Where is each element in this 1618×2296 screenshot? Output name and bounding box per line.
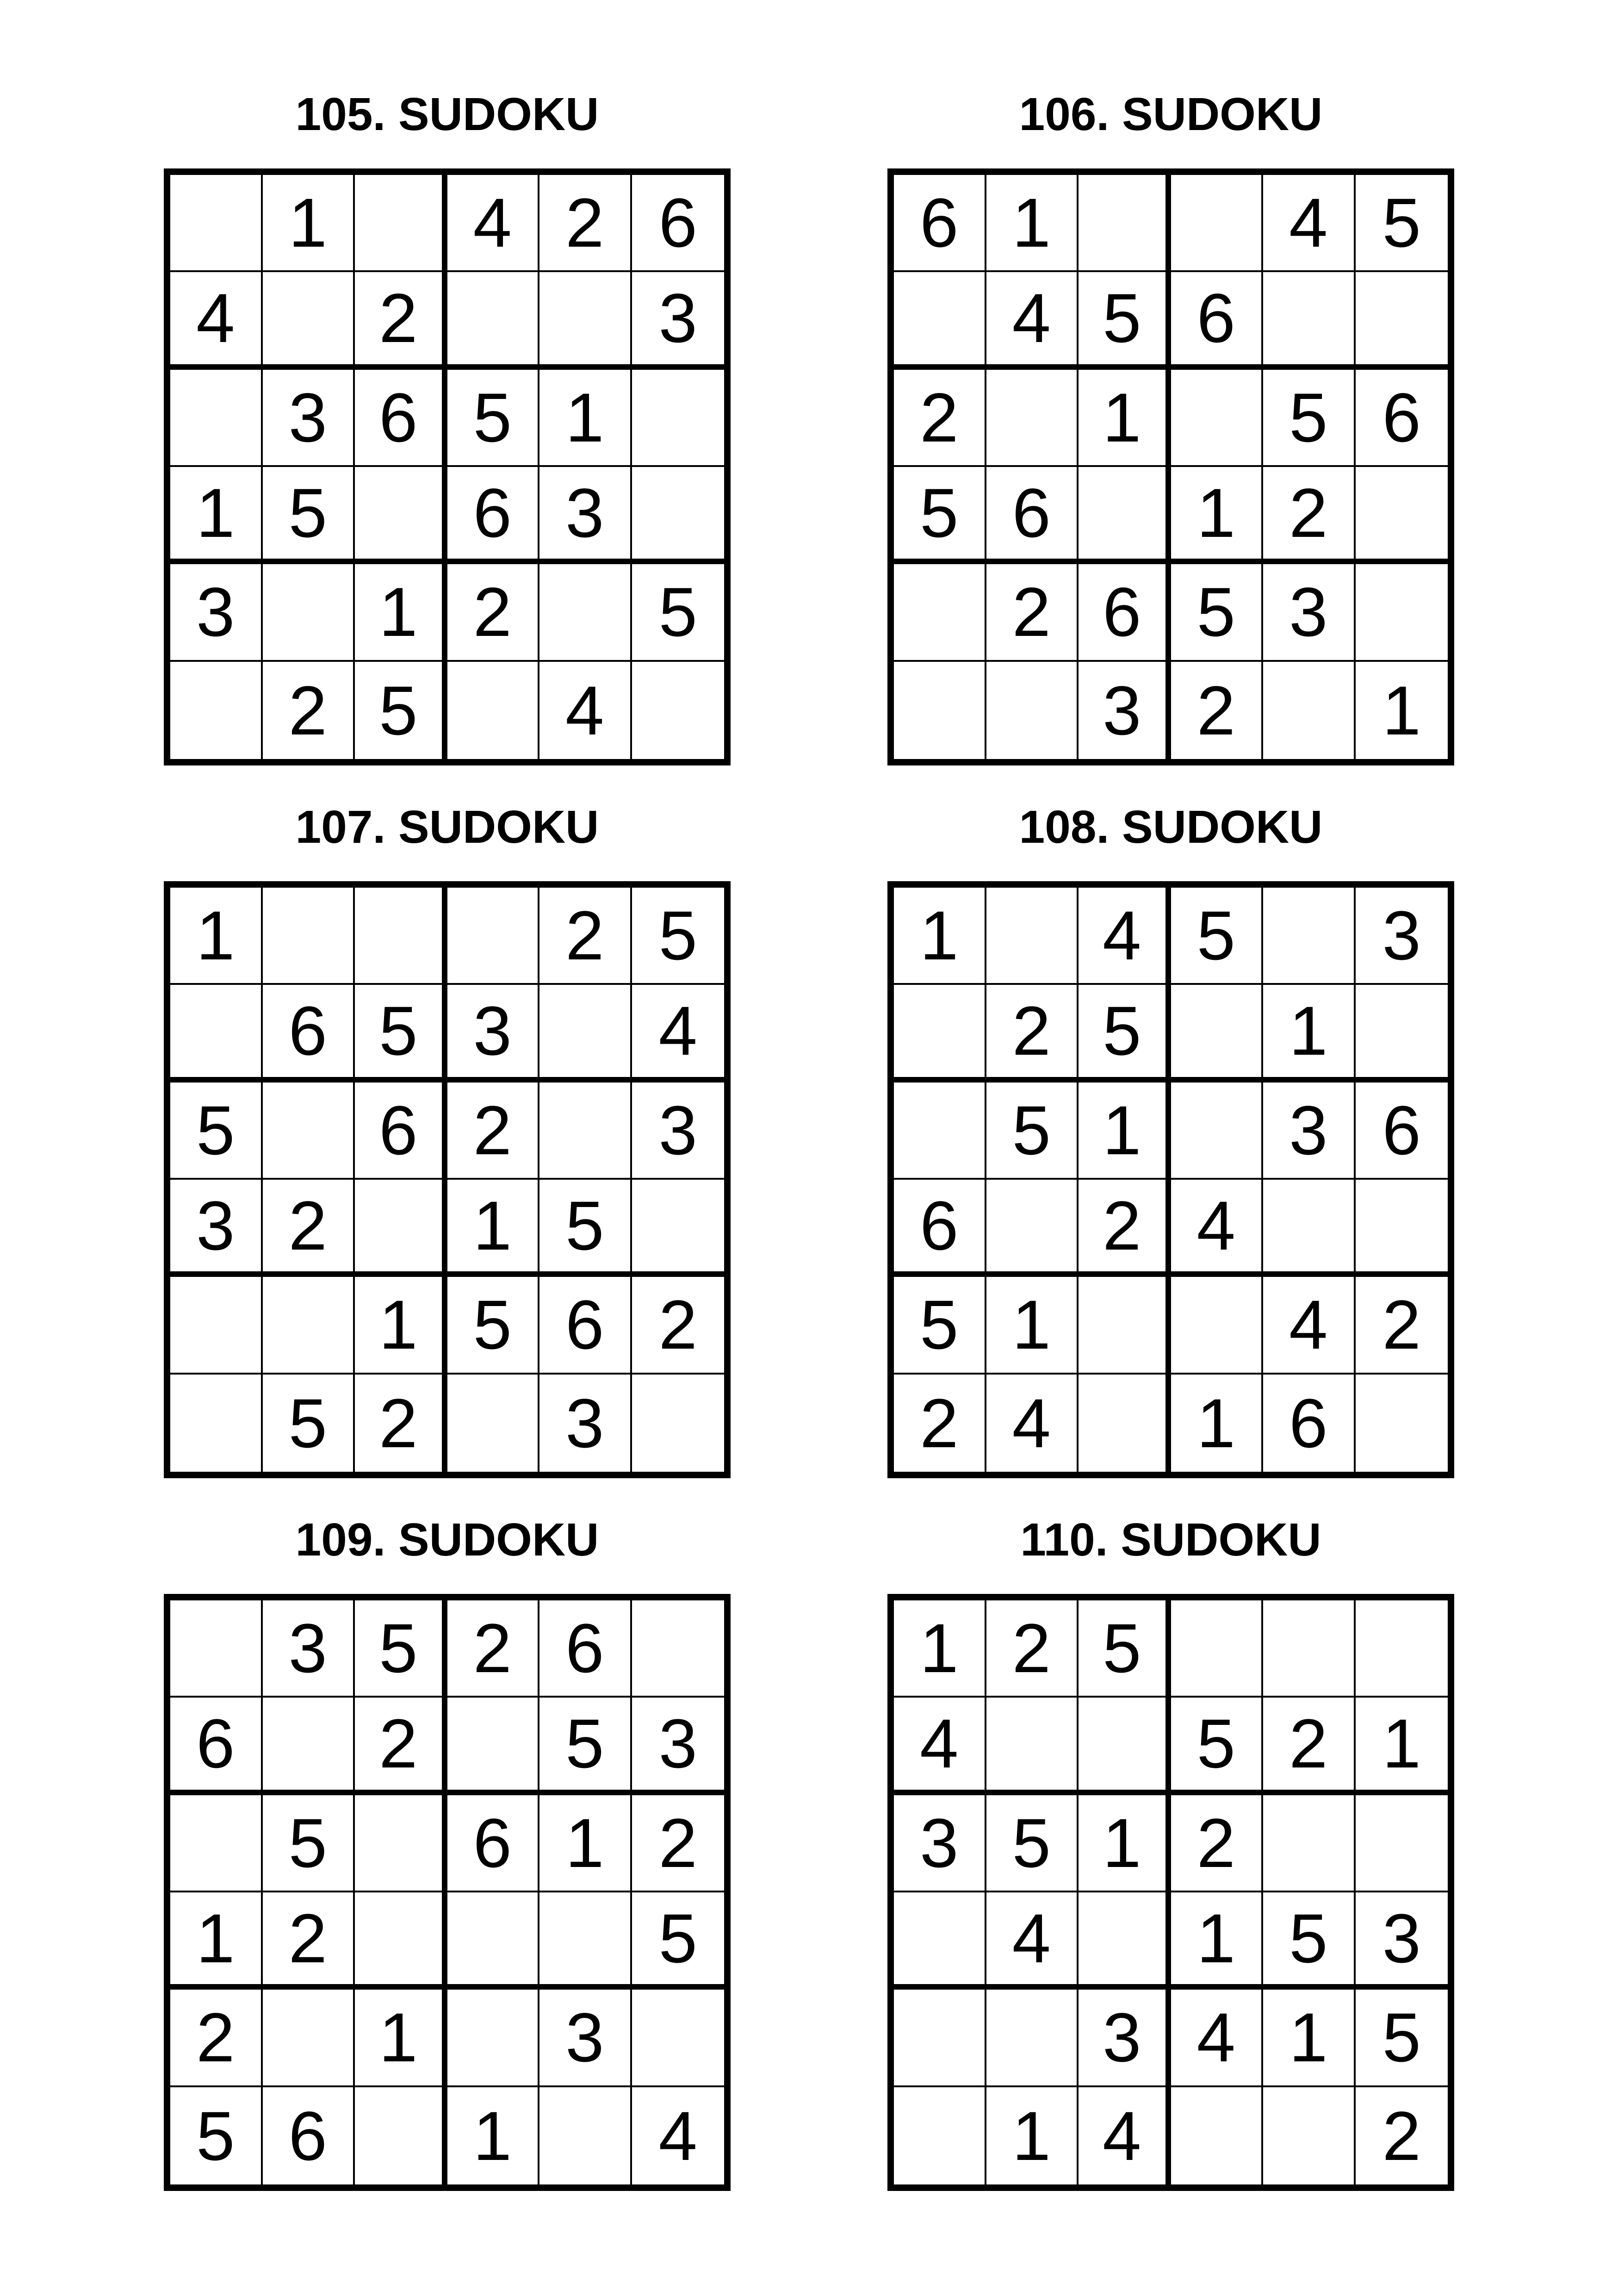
sudoku-cell: 5 [1356,175,1448,272]
sudoku-cell[interactable] [170,985,263,1082]
sudoku-cell[interactable] [170,1795,263,1892]
sudoku-cell: 2 [263,662,355,759]
sudoku-cell[interactable] [447,1698,540,1795]
sudoku-cell: 5 [170,1083,263,1180]
sudoku-cell[interactable] [632,1990,725,2087]
sudoku-cell: 2 [632,1277,725,1374]
sudoku-cell: 6 [447,467,540,564]
sudoku-cell: 4 [170,272,263,369]
sudoku-cell: 6 [539,1277,632,1374]
sudoku-cell: 1 [1079,1795,1171,1892]
puzzle-title: 110. SUDOKU [1020,1514,1321,1566]
sudoku-cell[interactable] [539,1892,632,1990]
sudoku-cell[interactable] [170,370,263,467]
sudoku-cell: 6 [1079,564,1171,661]
sudoku-cell: 2 [355,272,447,369]
sudoku-cell[interactable] [632,662,725,759]
sudoku-cell[interactable] [1079,1698,1171,1795]
sudoku-cell[interactable] [632,1375,725,1472]
sudoku-cell[interactable] [355,1180,447,1277]
sudoku-cell[interactable] [894,985,986,1082]
sudoku-cell[interactable] [894,272,986,369]
puzzle-title: 106. SUDOKU [1019,88,1323,140]
sudoku-cell: 4 [1079,888,1171,985]
sudoku-cell[interactable] [170,175,263,272]
sudoku-cell: 3 [1079,662,1171,759]
sudoku-cell: 2 [263,1892,355,1990]
sudoku-cell: 5 [632,888,725,985]
sudoku-cell[interactable] [447,662,540,759]
sudoku-cell[interactable] [447,1375,540,1472]
sudoku-cell[interactable] [1263,272,1356,369]
sudoku-cell: 1 [1079,1083,1171,1180]
sudoku-cell: 4 [986,1375,1079,1472]
sudoku-cell: 2 [355,1375,447,1472]
sudoku-cell: 1 [894,1600,986,1698]
sudoku-cell: 5 [263,467,355,564]
sudoku-cell: 3 [1263,1083,1356,1180]
sudoku-cell[interactable] [894,1892,986,1990]
sudoku-cell: 3 [539,1375,632,1472]
sudoku-cell: 2 [894,1375,986,1472]
sudoku-cell[interactable] [1079,175,1171,272]
sudoku-cell: 3 [632,1698,725,1795]
sudoku-cell: 1 [986,1277,1079,1374]
sudoku-cell: 3 [632,1083,725,1180]
sudoku-cell: 6 [894,175,986,272]
sudoku-cell: 5 [986,1795,1079,1892]
puzzle-title: 109. SUDOKU [295,1514,599,1566]
sudoku-cell: 5 [447,1277,540,1374]
sudoku-cell: 1 [170,467,263,564]
sudoku-cell: 6 [1356,370,1448,467]
puzzle-title: 108. SUDOKU [1019,801,1323,853]
sudoku-cell[interactable] [355,1795,447,1892]
sudoku-cell: 2 [1171,662,1264,759]
sudoku-cell[interactable] [1263,2087,1356,2184]
sudoku-cell: 4 [1171,1990,1264,2087]
sudoku-cell[interactable] [355,888,447,985]
sudoku-cell: 5 [447,370,540,467]
sudoku-cell[interactable] [1171,1600,1264,1698]
sudoku-cell: 3 [170,564,263,661]
sudoku-cell: 5 [355,1600,447,1698]
sudoku-cell: 1 [447,2087,540,2184]
sudoku-grid [887,168,1454,765]
sudoku-cell[interactable] [1263,888,1356,985]
sudoku-cell: 2 [986,1600,1079,1698]
sudoku-cell: 3 [1356,1892,1448,1990]
sudoku-cell[interactable] [1263,662,1356,759]
sudoku-cell: 6 [539,1600,632,1698]
sudoku-cell: 6 [355,370,447,467]
sudoku-cell: 1 [986,175,1079,272]
sudoku-cell[interactable] [263,1698,355,1795]
sudoku-cell: 6 [986,467,1079,564]
sudoku-cell[interactable] [539,985,632,1082]
sudoku-cell: 1 [1079,370,1171,467]
sudoku-cell: 5 [1079,1600,1171,1698]
sudoku-cell[interactable] [1079,467,1171,564]
sudoku-cell[interactable] [632,370,725,467]
sudoku-grid [164,168,731,765]
sudoku-cell[interactable] [1171,370,1264,467]
sudoku-cell[interactable] [1356,1795,1448,1892]
sudoku-cell[interactable] [1079,1375,1171,1472]
sudoku-cell: 2 [1263,1698,1356,1795]
sudoku-cell: 2 [1171,1795,1264,1892]
sudoku-cell: 5 [1171,888,1264,985]
sudoku-cell[interactable] [894,1083,986,1180]
sudoku-cell: 2 [986,985,1079,1082]
sudoku-cell[interactable] [1171,1083,1264,1180]
sudoku-cell[interactable] [986,888,1079,985]
sudoku-cell[interactable] [263,1083,355,1180]
sudoku-cell: 5 [1263,1892,1356,1990]
sudoku-cell: 5 [1079,272,1171,369]
sudoku-cell: 2 [263,1180,355,1277]
sudoku-cell[interactable] [986,1180,1079,1277]
sudoku-cell[interactable] [539,272,632,369]
sudoku-cell: 6 [1171,272,1264,369]
sudoku-cell[interactable] [539,1083,632,1180]
sudoku-cell[interactable] [632,467,725,564]
sudoku-cell[interactable] [263,888,355,985]
sudoku-cell: 5 [355,662,447,759]
sudoku-cell[interactable] [1356,985,1448,1082]
sudoku-cell: 5 [1079,985,1171,1082]
sudoku-cell: 1 [986,2087,1079,2184]
sudoku-cell: 5 [632,1892,725,1990]
sudoku-cell: 3 [539,1990,632,2087]
sudoku-cell[interactable] [263,1277,355,1374]
sudoku-cell: 1 [355,1277,447,1374]
sudoku-cell[interactable] [1356,1600,1448,1698]
sudoku-cell: 2 [894,370,986,467]
sudoku-cell: 3 [1356,888,1448,985]
sudoku-cell[interactable] [1263,1180,1356,1277]
sudoku-cell: 4 [539,662,632,759]
sudoku-cell: 6 [447,1795,540,1892]
sudoku-cell[interactable] [986,1698,1079,1795]
sudoku-cell: 5 [1356,1990,1448,2087]
sudoku-cell: 5 [894,1277,986,1374]
sudoku-cell: 5 [1171,564,1264,661]
sudoku-cell: 3 [1263,564,1356,661]
sudoku-cell: 5 [986,1083,1079,1180]
sudoku-cell[interactable] [894,662,986,759]
sudoku-cell[interactable] [539,564,632,661]
sudoku-cell: 2 [986,564,1079,661]
sudoku-cell: 4 [1263,1277,1356,1374]
sudoku-cell[interactable] [632,1180,725,1277]
sudoku-cell: 4 [658,2097,697,2175]
sudoku-cell[interactable] [170,662,263,759]
sudoku-cell[interactable] [1263,1795,1356,1892]
sudoku-cell[interactable] [1079,1277,1171,1374]
sudoku-cell[interactable] [894,564,986,661]
sudoku-cell: 1 [1171,1892,1264,1990]
sudoku-cell[interactable] [632,1600,725,1698]
sudoku-cell[interactable] [447,1990,540,2087]
sudoku-cell: 5 [170,2087,263,2184]
sudoku-cell: 2 [1382,2097,1421,2175]
sudoku-cell[interactable] [1079,1892,1171,1990]
sudoku-cell[interactable] [355,1892,447,1990]
sudoku-cell: 4 [894,1698,986,1795]
sudoku-cell: 5 [632,564,725,661]
sudoku-cell: 1 [355,1990,447,2087]
sudoku-cell[interactable] [1356,564,1448,661]
sudoku-cell: 3 [263,370,355,467]
sudoku-cell: 2 [1356,1277,1448,1374]
sudoku-cell[interactable] [263,564,355,661]
sudoku-cell: 2 [1263,467,1356,564]
sudoku-cell: 6 [355,1083,447,1180]
sudoku-cell[interactable] [1356,1180,1448,1277]
sudoku-cell[interactable] [1171,175,1264,272]
sudoku-cell: 1 [894,888,986,985]
sudoku-cell: 6 [632,175,725,272]
sudoku-cell: 5 [355,985,447,1082]
sudoku-cell[interactable] [170,1277,263,1374]
sudoku-cell: 2 [539,175,632,272]
sudoku-cell: 1 [170,888,263,985]
sudoku-cell: 2 [170,1990,263,2087]
sudoku-cell[interactable] [894,1990,986,2087]
sudoku-cell: 1 [539,1795,632,1892]
sudoku-cell: 1 [539,370,632,467]
sudoku-cell: 1 [1171,1375,1264,1472]
sudoku-cell[interactable] [1263,1600,1356,1698]
sudoku-cell[interactable] [355,467,447,564]
sudoku-cell[interactable] [447,1892,540,1990]
sudoku-cell: 3 [263,1600,355,1698]
sudoku-cell[interactable] [355,175,447,272]
sudoku-cell[interactable] [1171,985,1264,1082]
sudoku-cell: 5 [539,1180,632,1277]
sudoku-cell[interactable] [986,1990,1079,2087]
sudoku-cell: 3 [632,272,725,369]
sudoku-cell: 4 [632,985,725,1082]
sudoku-cell: 3 [894,1795,986,1892]
sudoku-cell: 6 [263,2087,355,2184]
sudoku-grid [887,881,1454,1478]
sudoku-cell: 1 [1171,467,1264,564]
sudoku-cell: 1 [355,564,447,661]
sudoku-cell: 1 [1356,1698,1448,1795]
sudoku-cell[interactable] [170,1375,263,1472]
sudoku-cell: 2 [447,564,540,661]
sudoku-cell: 2 [539,888,632,985]
sudoku-cell: 2 [355,1698,447,1795]
sudoku-cell: 3 [1079,1990,1171,2087]
sudoku-cell: 6 [1263,1375,1356,1472]
sudoku-cell: 3 [447,985,540,1082]
sudoku-cell: 6 [894,1180,986,1277]
sudoku-cell: 3 [170,1180,263,1277]
sudoku-cell: 1 [263,175,355,272]
sudoku-cell: 1 [447,1180,540,1277]
sudoku-cell[interactable] [539,2087,632,2184]
sudoku-cell: 6 [1356,1083,1448,1180]
sudoku-cell: 5 [894,467,986,564]
sudoku-grid [887,1594,1454,2191]
sudoku-cell: 4 [986,272,1079,369]
sudoku-cell: 1 [1382,671,1421,749]
sudoku-cell: 5 [539,1698,632,1795]
sudoku-cell: 1 [170,1892,263,1990]
sudoku-cell[interactable] [170,1600,263,1698]
sudoku-cell: 1 [1263,1990,1356,2087]
sudoku-cell[interactable] [447,888,540,985]
sudoku-cell: 2 [447,1600,540,1698]
sudoku-cell[interactable] [986,662,1079,759]
sudoku-cell: 5 [1263,370,1356,467]
sudoku-grid [164,1594,731,2191]
sudoku-cell[interactable] [1171,2087,1264,2184]
sudoku-cell: 1 [1263,985,1356,1082]
sudoku-cell: 4 [1263,175,1356,272]
sudoku-cell: 4 [447,175,540,272]
sudoku-cell[interactable] [1356,1375,1448,1472]
sudoku-cell: 2 [447,1083,540,1180]
sudoku-cell: 4 [986,1892,1079,1990]
sudoku-cell: 6 [263,985,355,1082]
puzzle-title: 105. SUDOKU [295,88,599,140]
sudoku-cell: 4 [1171,1180,1264,1277]
sudoku-cell: 5 [263,1375,355,1472]
sudoku-cell[interactable] [1356,272,1448,369]
sudoku-cell: 3 [539,467,632,564]
sudoku-cell[interactable] [1356,467,1448,564]
sudoku-cell[interactable] [447,272,540,369]
sudoku-cell: 5 [1171,1698,1264,1795]
sudoku-cell[interactable] [986,370,1079,467]
sudoku-cell: 5 [263,1795,355,1892]
sudoku-cell: 2 [1079,1180,1171,1277]
sudoku-cell[interactable] [263,1990,355,2087]
puzzle-title: 107. SUDOKU [295,801,599,853]
sudoku-cell[interactable] [355,2087,447,2184]
sudoku-cell[interactable] [894,2087,986,2184]
sudoku-cell: 2 [632,1795,725,1892]
sudoku-cell[interactable] [263,272,355,369]
sudoku-grid [164,881,731,1478]
sudoku-cell[interactable] [1171,1277,1264,1374]
sudoku-cell: 4 [1079,2087,1171,2184]
sudoku-cell: 6 [170,1698,263,1795]
